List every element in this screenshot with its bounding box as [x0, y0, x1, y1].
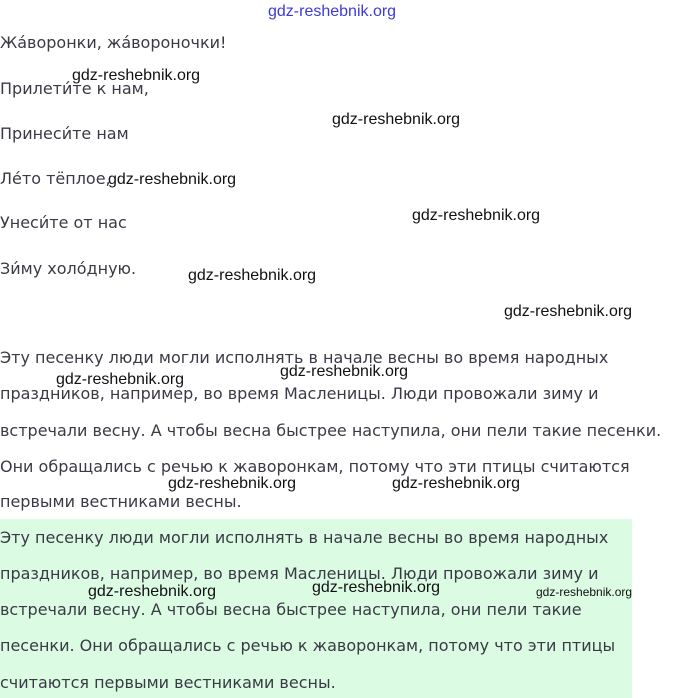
answer-line: праздников, например, во время Масленицы. Люди провожали зиму и — [0, 564, 599, 583]
answer-line: встречали весну. А чтобы весна быстрее наступила, они пели такие — [0, 600, 582, 619]
explanation-line: Они обращались с речью к жаворонкам, потому что эти птицы считаются — [0, 457, 630, 476]
watermark: gdz-reshebnik.org — [268, 3, 397, 20]
watermark: gdz-reshebnik.org — [504, 303, 633, 320]
watermark: gdz-reshebnik.org — [312, 579, 441, 596]
watermark: gdz-reshebnik.org — [412, 207, 541, 224]
watermark: gdz-reshebnik.org — [168, 475, 297, 492]
poem-line: Унеси́те от нас — [0, 213, 127, 232]
explanation-line: встречали весну. А чтобы весна быстрее наступила, они пели такие песенки. — [0, 421, 662, 440]
answer-line: песенки. Они обращались с речью к жаворонкам, потому что эти птицы — [0, 636, 616, 655]
explanation-line: первыми вестниками весны. — [0, 492, 242, 511]
explanation-line: Эту песенку люди могли исполнять в начале весны во время народных — [0, 348, 609, 367]
poem-line: Прилети́те к нам, — [0, 79, 149, 98]
explanation-line: праздников, например, во время Масленицы. Люди провожали зиму и — [0, 384, 599, 403]
answer-line: Эту песенку люди могли исполнять в начале весны во время народных — [0, 528, 609, 547]
answer-line: считаются первыми вестниками весны. — [0, 673, 336, 692]
watermark: gdz-reshebnik.org — [72, 67, 201, 84]
watermark: gdz-reshebnik.org — [88, 583, 217, 600]
poem-line: Ле́то тёплое, — [0, 169, 111, 188]
watermark: gdz-reshebnik.org — [56, 371, 185, 388]
watermark: gdz-reshebnik.org — [108, 171, 237, 188]
watermark: gdz-reshebnik.org — [332, 111, 461, 128]
watermark: gdz-reshebnik.org — [188, 267, 317, 284]
poem-line: Зи́му холо́дную. — [0, 259, 137, 278]
watermark: gdz-reshebnik.org — [392, 475, 521, 492]
poem-line: Жа́воронки, жа́вороночки! — [0, 33, 227, 52]
watermark: gdz-reshebnik.org — [536, 585, 633, 599]
watermark: gdz-reshebnik.org — [280, 363, 409, 380]
poem-line: Принеси́те нам — [0, 124, 129, 143]
